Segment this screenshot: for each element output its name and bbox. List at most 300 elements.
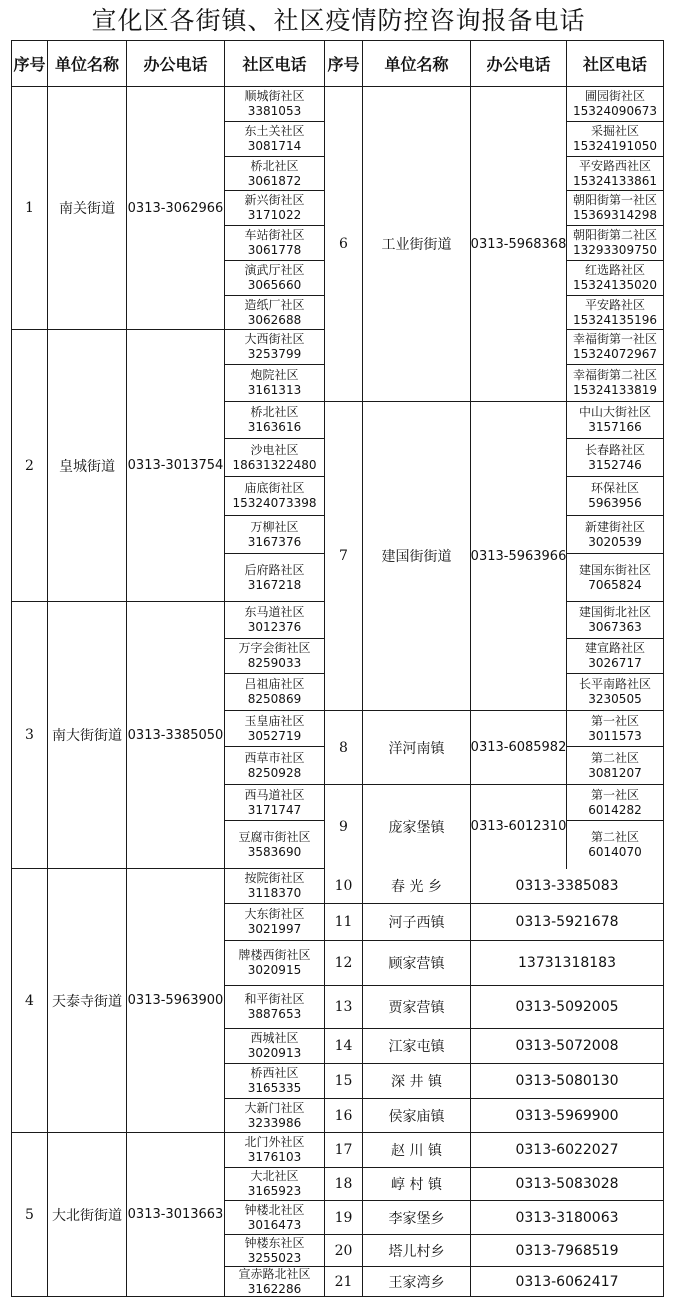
community-phone: 3171022 [247,208,302,222]
table-rule [324,1234,664,1235]
community-phone: 15324135020 [573,278,657,292]
community-phone: 15324072967 [573,347,657,361]
office-phone: 0313-6012310 [471,819,566,834]
town-name: 顾家营镇 [388,956,445,972]
unit-seq: 4 [25,992,34,1009]
community-phone: 3016473 [247,1217,302,1232]
table-rule [566,601,664,602]
community-name: 东马道社区 [244,605,305,619]
community-phone: 3165923 [247,1184,302,1198]
community-phone: 3020915 [247,963,302,977]
community-cell [225,1267,324,1296]
community-phone: 3062688 [247,312,302,327]
community-cell [225,674,324,710]
table-rule [224,295,325,296]
community-name: 新兴街社区 [244,193,305,207]
community-phone: 6014282 [588,802,642,817]
town-seq: 17 [334,1142,353,1158]
community-phone: 3162286 [247,1281,302,1296]
community-phone: 3583690 [247,844,302,859]
community-phone: 3255023 [247,1250,302,1265]
community-name: 环保社区 [590,481,639,495]
community-name: 大东街社区 [244,907,305,921]
community-phone: 15324191050 [573,139,657,153]
town-seq: 16 [334,1107,353,1124]
table-rule [224,985,325,986]
community-phone: 15324090673 [573,104,657,118]
community-cell [225,1168,324,1200]
table-rule [324,940,664,941]
town-seq: 14 [334,1038,353,1054]
town-seq: 18 [334,1176,353,1192]
table-rule [566,553,664,554]
town-name: 深 井 镇 [391,1074,442,1090]
town-phone: 13731318183 [518,955,616,971]
table-right-border [663,40,664,869]
town-seq: 15 [334,1073,353,1089]
table-rule [224,784,325,785]
community-phone: 3067363 [588,620,642,634]
unit-name: 大北街街道 [52,1207,122,1224]
community-cell [225,330,324,364]
community-name: 建宣路社区 [584,641,645,655]
community-name: 圃园街社区 [584,89,645,103]
table-rule [47,40,48,1297]
community-name: 第二社区 [590,750,639,765]
table-rule [224,260,325,261]
town-phone: 0313-6062417 [515,1273,619,1290]
community-name: 红选路社区 [584,263,645,277]
community-cell [225,986,324,1028]
community-name: 第二社区 [590,829,639,844]
table-left-border [11,40,12,1297]
unit-name: 天泰寺街道 [52,993,122,1010]
town-name: 江家屯镇 [388,1039,445,1055]
community-cell [567,554,663,601]
town-name: 赵 川 镇 [391,1143,442,1159]
table-rule [362,40,363,1297]
community-name: 西城社区 [250,1031,299,1045]
table-rule [224,820,325,821]
community-name: 平安路西社区 [578,158,651,173]
table-rule [224,638,325,639]
table-rule [224,515,325,516]
community-phone: 3012376 [247,620,302,634]
community-cell [225,639,324,673]
community-cell [225,869,324,903]
community-name: 新建街社区 [584,519,645,534]
community-cell [225,904,324,940]
community-name: 大西街社区 [244,332,305,346]
community-name: 玉皇庙社区 [244,713,305,728]
town-phone: 0313-3385083 [515,878,619,894]
table-rule [324,710,664,711]
community-phone: 3161313 [247,383,302,397]
community-cell [225,365,324,401]
unit-seq: 6 [339,236,348,252]
town-phone: 0313-5083028 [515,1176,619,1192]
table-rule [566,156,664,157]
table-rule [224,438,325,439]
community-name: 万字会街社区 [238,641,311,655]
town-name: 贾家营镇 [388,1000,445,1016]
header-right-community: 社区电话 [582,55,647,74]
community-phone: 3167218 [247,577,302,592]
table-rule [224,1028,325,1029]
community-name: 朝阳街第一社区 [572,193,657,207]
unit-name: 皇城街道 [59,458,115,475]
community-name: 豆腐市街社区 [238,829,311,844]
table-rule [224,940,325,941]
community-cell [225,261,324,295]
town-phone: 0313-3180063 [515,1209,619,1226]
table-rule [224,121,325,122]
table-rule [566,515,664,516]
community-name: 吕祖庙社区 [244,677,305,691]
community-phone: 8259033 [247,656,302,670]
table-rule [224,553,325,554]
community-name: 朝阳街第二社区 [572,228,657,242]
town-name: 王家湾乡 [388,1274,445,1291]
town-seq: 19 [334,1209,353,1226]
town-phone: 0313-7968519 [515,1242,619,1259]
community-name: 钟楼东社区 [244,1235,305,1250]
community-phone: 7065824 [588,577,642,592]
community-name: 造纸厂社区 [244,297,305,312]
community-phone: 3011573 [588,728,642,743]
community-name: 万柳社区 [250,519,299,534]
community-phone: 13293309750 [573,243,657,257]
table-rule [224,401,325,402]
header-right-seq: 序号 [327,55,360,74]
unit-seq: 8 [339,739,348,756]
community-phone: 3052719 [247,728,302,743]
community-name: 宣赤路北社区 [238,1267,311,1281]
town-phone: 0313-5092005 [515,999,619,1015]
table-right-border [663,868,664,1297]
table-rule [324,903,664,904]
table-rule [324,1098,664,1099]
table-rule [224,710,325,711]
page-title: 宣化区各街镇、社区疫情防控咨询报备电话 [91,6,586,35]
community-name: 车站街社区 [244,228,305,242]
community-phone: 3118370 [247,886,302,900]
community-name: 大新门社区 [244,1100,305,1115]
community-phone: 3253799 [247,347,302,361]
community-phone: 15324135196 [573,312,657,327]
table-rule [324,1266,664,1267]
table-rule [324,401,664,402]
community-name: 幸福街第二社区 [572,368,657,382]
table-rule [11,868,325,869]
unit-name: 工业街街道 [381,237,452,253]
community-cell [225,941,324,985]
unit-name: 庞家堡镇 [388,819,445,836]
community-phone: 8250869 [247,692,302,706]
community-cell [225,87,324,121]
table-rule [566,638,664,639]
table-rule [324,1063,664,1064]
town-seq: 21 [334,1273,353,1290]
community-phone: 3152746 [588,457,642,472]
community-phone: 6014070 [588,844,642,859]
community-phone: 3233986 [247,1115,302,1130]
header-right-office: 办公电话 [486,55,551,74]
table-rule [224,364,325,365]
table-bottom-border [11,1296,664,1297]
community-cell [225,439,324,476]
community-name: 东土关社区 [244,124,305,138]
office-phone: 0313-3385050 [127,727,224,743]
community-name: 长春路社区 [584,442,645,457]
community-cell [225,711,324,746]
community-name: 桥北社区 [250,405,299,419]
community-phone: 5963956 [588,496,642,510]
community-phone: 15324133861 [573,173,657,188]
table-rule [224,156,325,157]
community-cell [225,191,324,225]
community-name: 长平南路社区 [578,677,651,691]
town-name: 侯家庙镇 [388,1108,445,1125]
office-phone: 0313-3013663 [127,1207,224,1222]
table-rule [324,1167,664,1168]
community-name: 后府路社区 [244,562,305,577]
unit-seq: 1 [25,200,34,216]
community-cell [567,639,663,673]
community-cell [567,402,663,438]
community-phone: 3081714 [247,139,302,153]
town-phone: 0313-5080130 [515,1073,619,1089]
town-seq: 20 [334,1242,353,1259]
community-phone: 15324073398 [232,496,317,510]
town-seq: 10 [334,878,353,894]
community-cell [225,785,324,820]
table-rule [224,225,325,226]
table-rule [224,1167,325,1168]
table-rule [224,1234,325,1235]
community-name: 庙底街社区 [244,481,305,495]
community-cell [567,87,663,121]
community-cell [225,477,324,515]
community-phone: 3171747 [247,802,302,817]
header-left-unit: 单位名称 [54,55,119,74]
community-name: 中山大街社区 [578,405,651,419]
table-rule [224,673,325,674]
community-cell [567,191,663,225]
community-cell [225,747,324,784]
community-cell [567,516,663,553]
community-cell [225,122,324,156]
community-name: 按院街社区 [244,871,305,885]
community-name: 建国东街社区 [578,562,651,577]
table-rule [11,329,325,330]
community-cell [225,296,324,329]
table-rule [566,329,664,330]
table-rule [566,190,664,191]
table-rule [224,903,325,904]
community-cell [567,330,663,364]
table-rule [324,40,325,1297]
community-cell [567,711,663,746]
community-cell [567,747,663,784]
town-name: 李家堡乡 [388,1210,445,1227]
office-phone: 0313-3062966 [127,200,224,216]
unit-name: 南关街道 [59,201,115,217]
community-name: 平安路社区 [584,297,645,312]
community-cell [225,1064,324,1098]
header-left-community: 社区电话 [242,55,307,74]
community-name: 钟楼北社区 [244,1202,305,1217]
community-phone: 3020913 [247,1046,302,1060]
community-phone: 3061872 [247,173,302,188]
community-phone: 3165335 [247,1081,302,1095]
table-rule [224,1200,325,1201]
community-cell [567,365,663,401]
header-left-seq: 序号 [13,55,46,74]
community-name: 西草市社区 [244,750,305,765]
community-phone: 18631322480 [232,457,317,472]
community-cell [567,439,663,476]
community-phone: 3176103 [247,1150,302,1164]
community-phone: 3020539 [588,534,642,549]
community-cell [225,1029,324,1063]
community-name: 大北社区 [250,1169,299,1183]
table-rule [324,1132,664,1133]
office-phone: 0313-3013754 [127,458,224,473]
office-phone: 0313-5963900 [127,993,224,1008]
table-rule [11,1132,325,1133]
community-name: 沙电社区 [250,442,299,457]
town-name: 河子西镇 [388,915,445,931]
community-phone: 3887653 [247,1007,302,1021]
unit-name: 南大街街道 [52,728,122,744]
community-cell [225,602,324,638]
town-phone: 0313-5072008 [515,1038,619,1054]
unit-seq: 7 [339,548,348,564]
community-phone: 15324133819 [573,383,657,397]
community-name: 炮院社区 [250,368,299,382]
community-cell [225,516,324,553]
town-seq: 11 [334,914,353,930]
table-rule [566,820,664,821]
table-rule [224,746,325,747]
community-cell [225,1201,324,1234]
community-phone: 8250928 [247,765,302,780]
community-phone: 3081207 [588,765,642,780]
table-rule [224,1098,325,1099]
community-name: 桥北社区 [250,158,299,173]
community-name: 第一社区 [590,713,639,728]
community-name: 建国街北社区 [578,605,651,619]
community-phone: 3163616 [247,420,302,434]
community-cell [225,402,324,438]
table-rule [324,985,664,986]
table-rule [224,1266,325,1267]
community-phone: 15369314298 [573,208,657,222]
office-phone: 0313-6085982 [471,740,566,755]
community-name: 桥西社区 [250,1066,299,1080]
table-rule [566,673,664,674]
town-name: 春 光 乡 [391,879,442,895]
community-phone: 3061778 [247,243,302,257]
community-name: 第一社区 [590,787,639,802]
office-phone: 0313-5968368 [471,236,566,252]
community-name: 顺城街社区 [244,89,305,103]
table-rule [324,1200,664,1201]
table-rule [224,190,325,191]
community-phone: 3065660 [247,278,302,292]
community-cell [225,554,324,601]
table-rule [126,40,127,1297]
community-cell [567,821,663,868]
community-name: 西马道社区 [244,787,305,802]
town-seq: 13 [334,999,353,1015]
community-name: 北门外社区 [244,1135,305,1149]
community-cell [225,821,324,868]
town-phone: 0313-5969900 [515,1107,619,1124]
community-cell [225,1133,324,1167]
table-rule [566,260,664,261]
table-rule [566,364,664,365]
town-phone: 0313-6022027 [515,1142,619,1158]
community-cell [567,785,663,820]
table-rule [324,784,664,785]
unit-seq: 5 [25,1206,34,1223]
header-right-unit: 单位名称 [384,55,449,74]
community-phone: 3021997 [247,922,302,936]
header-left-office: 办公电话 [143,55,208,74]
community-name: 牌楼西街社区 [238,948,311,962]
office-phone: 0313-5963966 [471,548,566,564]
town-name: 塔儿村乡 [388,1243,445,1260]
community-phone: 3230505 [588,692,642,706]
table-rule [11,601,325,602]
community-cell [567,157,663,190]
community-cell [567,296,663,329]
community-cell [225,157,324,190]
table-rule [566,225,664,226]
community-cell [567,477,663,515]
community-phone: 3381053 [247,104,302,118]
table-rule [224,476,325,477]
community-phone: 3157166 [588,420,642,434]
town-name: 崞 村 镇 [391,1177,442,1193]
table-rule [224,1063,325,1064]
town-phone: 0313-5921678 [515,914,619,930]
table-rule [566,438,664,439]
community-name: 幸福街第一社区 [572,332,657,346]
community-cell [567,122,663,156]
community-cell [225,1099,324,1132]
community-phone: 3026717 [588,656,642,670]
table-rule [566,40,567,869]
community-phone: 3167376 [247,534,302,549]
unit-name: 洋河南镇 [388,740,445,757]
community-cell [225,226,324,260]
community-cell [567,261,663,295]
community-cell [567,226,663,260]
table-rule [566,746,664,747]
table-rule [566,295,664,296]
unit-name: 建国街街道 [381,549,452,565]
community-name: 采掘社区 [590,124,639,138]
table-rule [566,121,664,122]
community-cell [567,602,663,638]
table-rule [224,40,225,1297]
unit-seq: 2 [25,457,34,474]
unit-seq: 9 [339,818,348,835]
community-name: 演武厅社区 [244,263,305,277]
